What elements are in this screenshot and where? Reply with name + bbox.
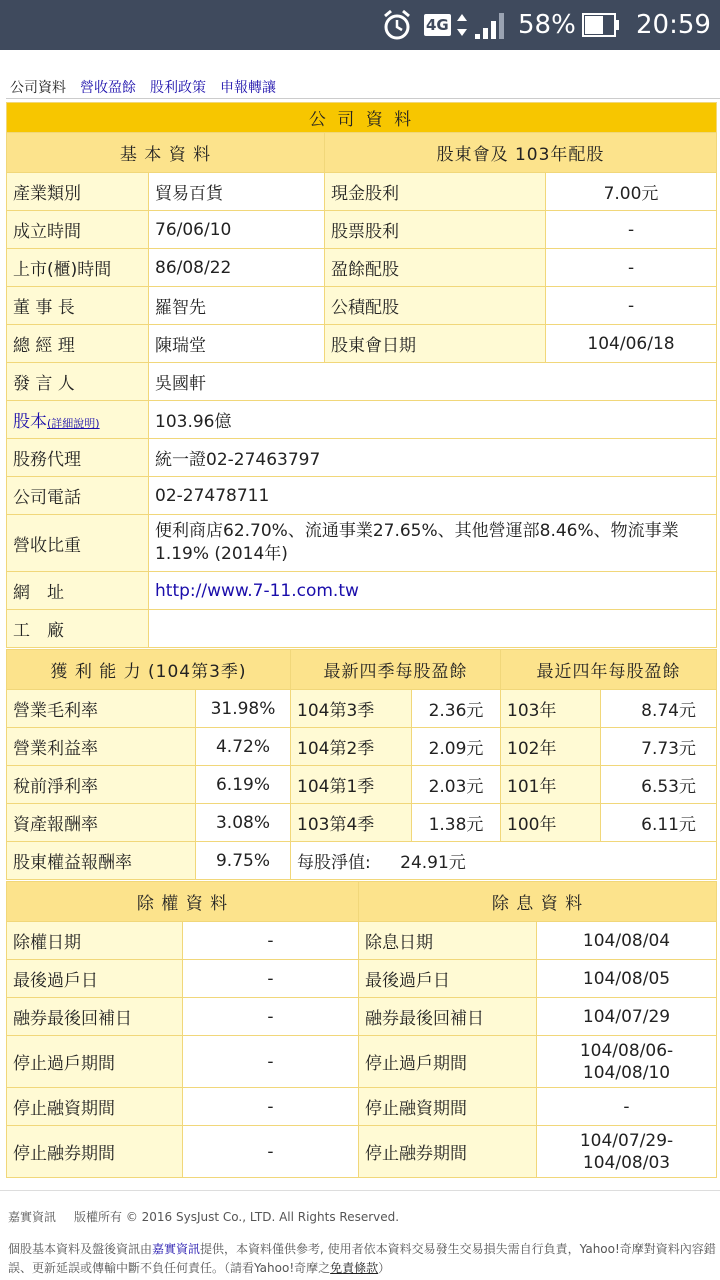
battery-icon — [582, 0, 622, 50]
short-halt-period-value-2: 104/07/29- 104/08/03 — [537, 1126, 717, 1178]
table-row — [7, 690, 717, 728]
last-transfer-date-label-2: 最後過戶日 — [359, 960, 537, 998]
network-type-badge — [424, 0, 454, 50]
nav-revenue-earnings[interactable]: 營收盈餘 — [80, 80, 136, 96]
company-profile-table — [6, 102, 717, 648]
table-row — [7, 960, 717, 998]
data-activity-icon — [456, 0, 470, 50]
short-cover-date-label: 融券最後回補日 — [7, 998, 183, 1036]
profitability-table — [6, 649, 717, 880]
pretax-margin-value: 6.19% — [196, 766, 291, 804]
battery-percent: 58% — [518, 10, 576, 40]
website-label: 網 址 — [7, 572, 149, 610]
chairman-value: 羅智先 — [149, 287, 325, 325]
industry-label: 產業類別 — [7, 173, 149, 211]
capital-link[interactable]: 股本 — [13, 412, 47, 432]
nav-company-profile: 公司資料 — [10, 80, 66, 96]
capital-value: 103.96億 — [149, 401, 717, 439]
table-row — [7, 766, 717, 804]
table-row — [7, 1036, 717, 1088]
quarter-eps: 2.09元 — [412, 728, 501, 766]
eps-four-years-header: 最近四年每股盈餘 — [501, 650, 717, 690]
gross-margin-label: 營業毛利率 — [7, 690, 196, 728]
chairman-label: 董 事 長 — [7, 287, 149, 325]
table-row — [7, 1126, 717, 1178]
profitability-header: 獲 利 能 力 (104第3季) — [7, 650, 291, 690]
year-label: 101年 — [501, 766, 601, 804]
website-cell — [149, 572, 717, 610]
quarter-label: 104第3季 — [291, 690, 412, 728]
last-transfer-date-value-2: 104/08/05 — [537, 960, 717, 998]
reserve-dividend-label: 公積配股 — [325, 287, 546, 325]
margin-halt-period-label: 停止融資期間 — [7, 1088, 183, 1126]
year-label: 102年 — [501, 728, 601, 766]
gross-margin-value: 31.98% — [196, 690, 291, 728]
cash-dividend-value: 7.00元 — [546, 173, 717, 211]
last-transfer-date-value: - — [183, 960, 359, 998]
ex-rights-dividend-table — [6, 881, 717, 1178]
founded-label: 成立時間 — [7, 211, 149, 249]
year-eps: 6.53元 — [601, 766, 717, 804]
ex-rights-date-label: 除權日期 — [7, 922, 183, 960]
stock-dividend-label: 股票股利 — [325, 211, 546, 249]
transfer-halt-period-value-2: 104/08/06- 104/08/10 — [537, 1036, 717, 1088]
short-cover-date-value: - — [183, 998, 359, 1036]
margin-halt-period-label-2: 停止融資期間 — [359, 1088, 537, 1126]
listed-value: 86/08/22 — [149, 249, 325, 287]
transfer-halt-period-label: 停止過戶期間 — [7, 1036, 183, 1088]
network-type-label: 4G — [426, 16, 449, 34]
basic-info-header: 基 本 資 料 — [7, 133, 325, 173]
nav-insider-transfer[interactable]: 申報轉讓 — [220, 80, 276, 96]
table-row — [7, 998, 717, 1036]
roe-label: 股東權益報酬率 — [7, 842, 196, 880]
disclaimer-prefix: 個股基本資料及盤後資訊由 — [8, 1242, 153, 1256]
nav-per-share-value: 24.91元 — [400, 853, 466, 873]
section-nav — [10, 76, 276, 98]
ex-dividend-date-label: 除息日期 — [359, 922, 537, 960]
disclaimer-provider: 嘉實資訊 — [152, 1242, 201, 1256]
disclaimer-terms-link[interactable]: 免責條款 — [330, 1261, 379, 1275]
short-cover-date-value-2: 104/07/29 — [537, 998, 717, 1036]
revenue-mix-label: 營收比重 — [7, 515, 149, 572]
short-halt-period-value: - — [183, 1126, 359, 1178]
last-transfer-date-label: 最後過戶日 — [7, 960, 183, 998]
company-phone-label: 公司電話 — [7, 477, 149, 515]
listed-label: 上市(櫃)時間 — [7, 249, 149, 287]
stock-dividend-value: - — [546, 211, 717, 249]
spokesman-value: 吳國軒 — [149, 363, 717, 401]
alarm-icon — [380, 0, 414, 50]
margin-halt-period-value-2: - — [537, 1088, 717, 1126]
year-eps: 6.11元 — [601, 804, 717, 842]
ex-dividend-header: 除 息 資 料 — [359, 882, 717, 922]
table-row — [7, 1088, 717, 1126]
quarter-eps: 1.38元 — [412, 804, 501, 842]
status-bar — [0, 0, 720, 50]
general-manager-label: 總 經 理 — [7, 325, 149, 363]
ex-rights-date-value: - — [183, 922, 359, 960]
transfer-halt-period-label-2: 停止過戶期間 — [359, 1036, 537, 1088]
earnings-dividend-label: 盈餘配股 — [325, 249, 546, 287]
footer-disclaimer — [8, 1240, 720, 1280]
company-profile-title: 公 司 資 料 — [7, 103, 717, 133]
quarter-label: 103第4季 — [291, 804, 412, 842]
agm-date-value: 104/06/18 — [546, 325, 717, 363]
quarter-eps: 2.03元 — [412, 766, 501, 804]
clock-time: 20:59 — [636, 10, 711, 40]
quarter-label: 104第2季 — [291, 728, 412, 766]
signal-strength-icon — [474, 0, 510, 50]
quarter-label: 104第1季 — [291, 766, 412, 804]
nav-per-share-label: 每股淨值: — [297, 853, 371, 873]
year-eps: 8.74元 — [601, 690, 717, 728]
roa-value: 3.08% — [196, 804, 291, 842]
share-agent-value: 統一證02-27463797 — [149, 439, 717, 477]
table-row — [7, 922, 717, 960]
quarter-eps: 2.36元 — [412, 690, 501, 728]
company-phone-value: 02-27478711 — [149, 477, 717, 515]
founded-value: 76/06/10 — [149, 211, 325, 249]
industry-value: 貿易百貨 — [149, 173, 325, 211]
factory-value — [149, 610, 717, 648]
revenue-mix-value: 便利商店62.70%、流通事業27.65%、其他營運部8.46%、物流事業1.19% (2014年) — [149, 515, 717, 572]
share-agent-label: 股務代理 — [7, 439, 149, 477]
transfer-halt-period-value: - — [183, 1036, 359, 1088]
year-eps: 7.73元 — [601, 728, 717, 766]
roe-value: 9.75% — [196, 842, 291, 880]
short-halt-period-label-2: 停止融券期間 — [359, 1126, 537, 1178]
disclaimer-suffix: ） — [378, 1261, 391, 1275]
pretax-margin-label: 稅前淨利率 — [7, 766, 196, 804]
reserve-dividend-value: - — [546, 287, 717, 325]
operating-margin-label: 營業利益率 — [7, 728, 196, 766]
short-halt-period-label: 停止融券期間 — [7, 1126, 183, 1178]
spokesman-label: 發 言 人 — [7, 363, 149, 401]
capital-detail-link[interactable]: (詳細說明) — [47, 417, 100, 430]
general-manager-value: 陳瑞堂 — [149, 325, 325, 363]
nav-divider — [6, 98, 720, 99]
footer-copyright — [8, 1208, 417, 1225]
earnings-dividend-value: - — [546, 249, 717, 287]
agm-date-label: 股東會日期 — [325, 325, 546, 363]
year-label: 100年 — [501, 804, 601, 842]
year-label: 103年 — [501, 690, 601, 728]
disclaimer-body: 提供，本資料僅供參考, 使用者依本資料交易發生交易損失需自行負責，Yahoo!奇摩對資料內容錯誤、更新延誤或傳輸中斷不負任何責任。（請看Yahoo!奇摩之 — [8, 1242, 716, 1275]
footer-source: 嘉實資訊 — [8, 1210, 57, 1224]
roa-label: 資產報酬率 — [7, 804, 196, 842]
table-row — [7, 804, 717, 842]
operating-margin-value: 4.72% — [196, 728, 291, 766]
capital-label-cell — [7, 401, 149, 439]
ex-rights-header: 除 權 資 料 — [7, 882, 359, 922]
eps-four-quarters-header: 最新四季每股盈餘 — [291, 650, 501, 690]
table-row — [7, 728, 717, 766]
footer-divider — [0, 1190, 720, 1191]
dividend-info-header: 股東會及 103年配股 — [325, 133, 717, 173]
factory-label: 工 廠 — [7, 610, 149, 648]
footer-copyright-text: 版權所有 © 2016 SysJust Co., LTD. All Rights Reserved. — [74, 1210, 400, 1224]
ex-dividend-date-value: 104/08/04 — [537, 922, 717, 960]
margin-halt-period-value: - — [183, 1088, 359, 1126]
website-link[interactable]: http://www.7-11.com.tw — [155, 580, 359, 601]
cash-dividend-label: 現金股利 — [325, 173, 546, 211]
short-cover-date-label-2: 融券最後回補日 — [359, 998, 537, 1036]
nav-per-share-cell — [291, 842, 717, 880]
nav-dividend-policy[interactable]: 股利政策 — [150, 80, 206, 96]
